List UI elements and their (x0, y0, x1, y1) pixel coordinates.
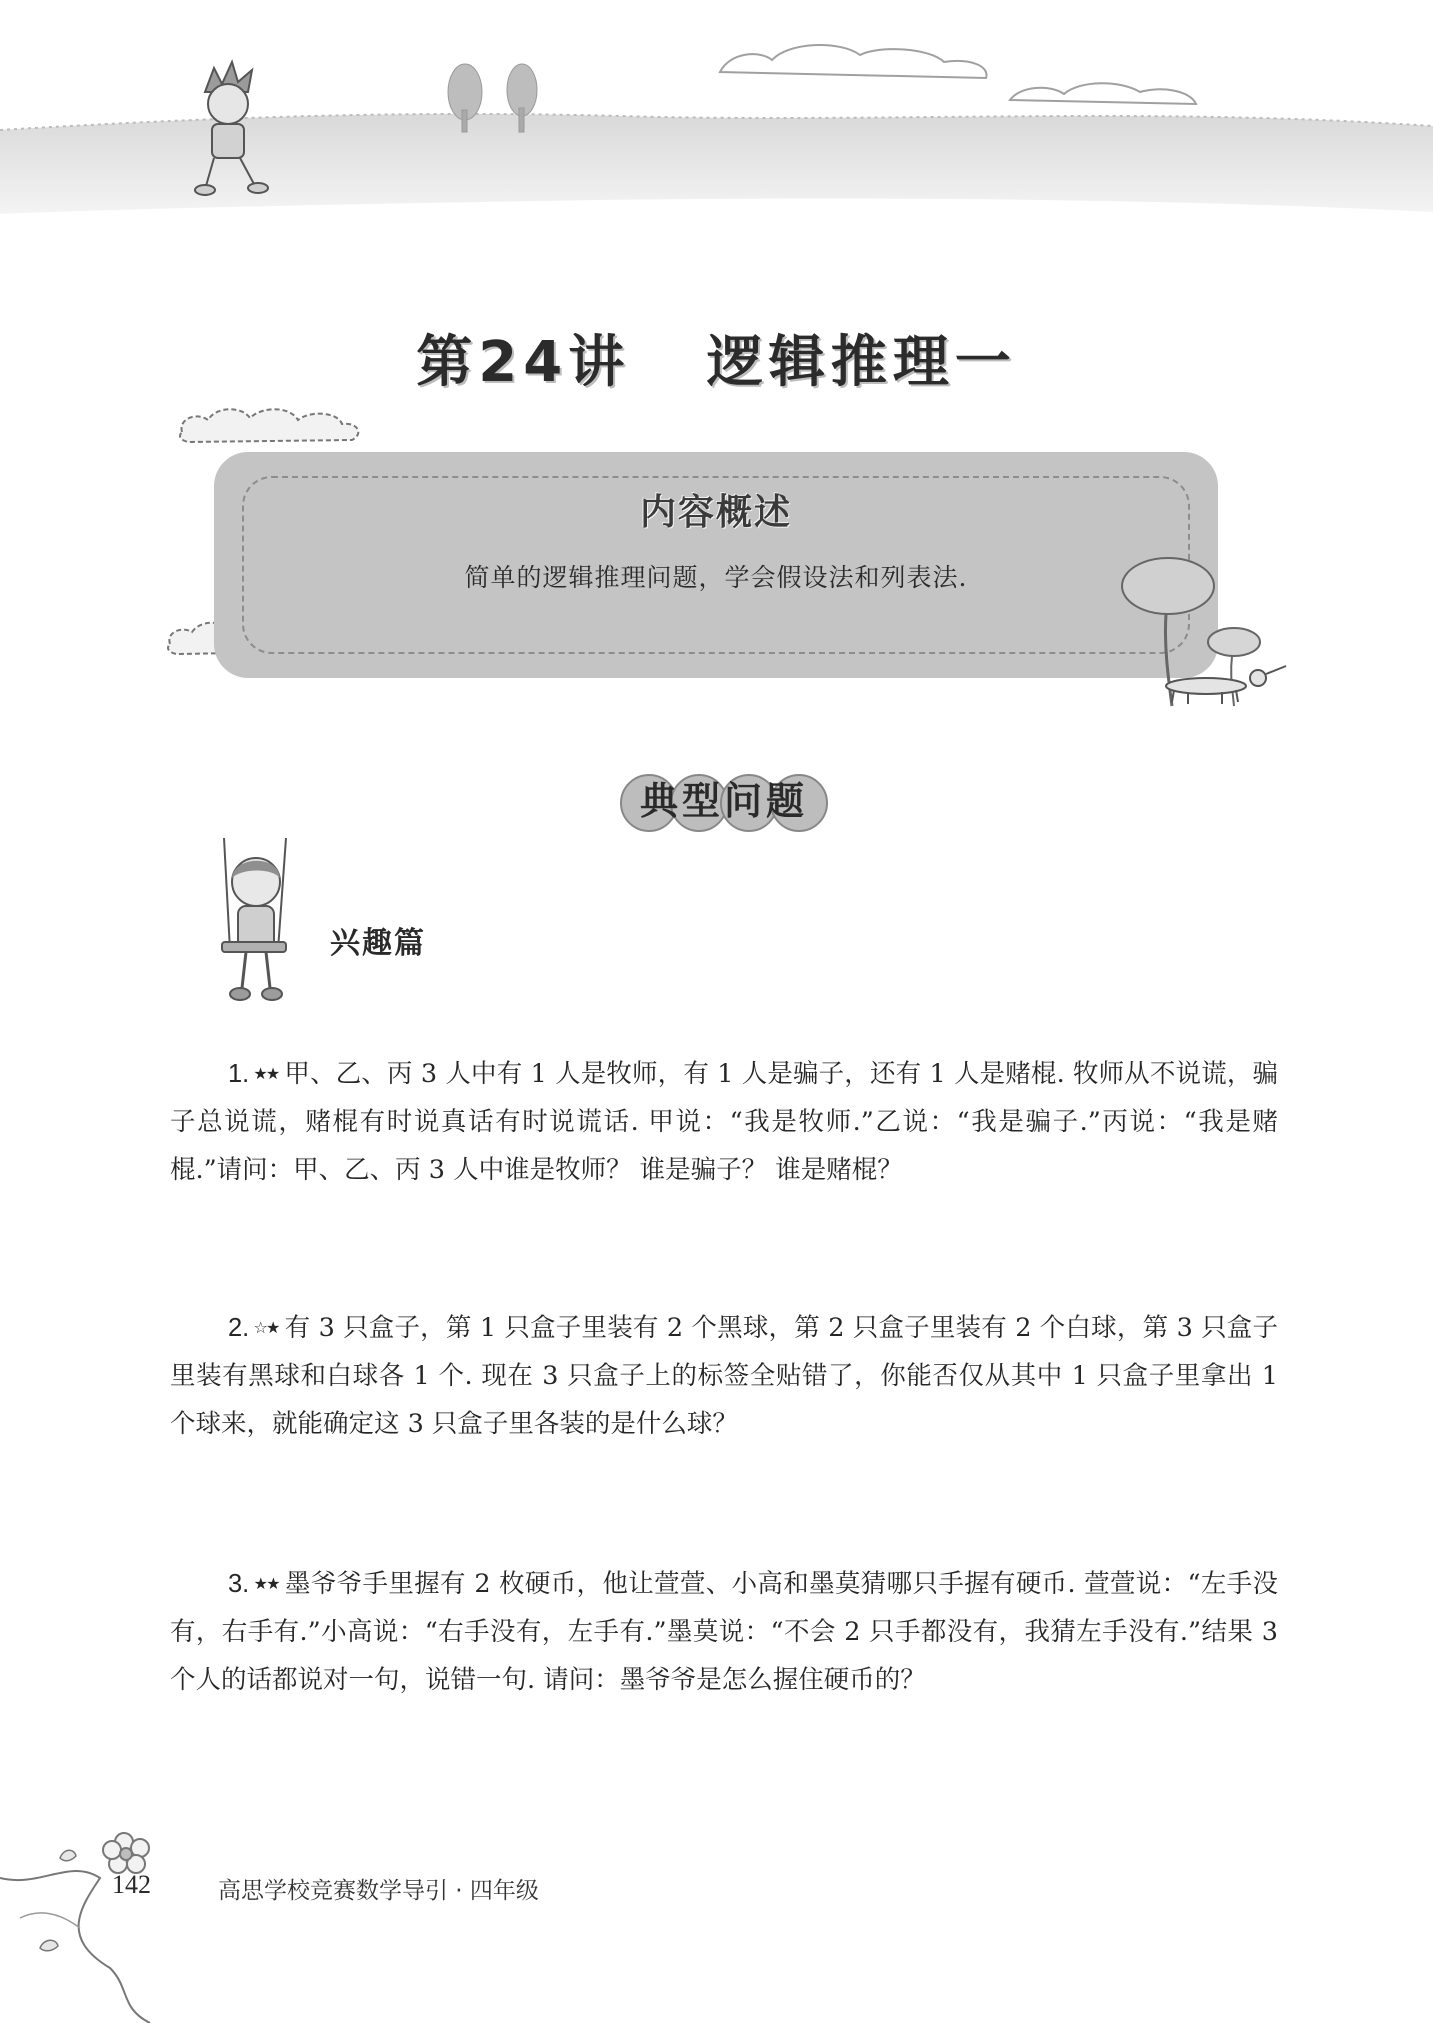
difficulty-stars-icon: ★★ (253, 1064, 279, 1083)
difficulty-stars-icon: ☆★ (253, 1318, 279, 1337)
cloud-decoration-icon (172, 398, 372, 448)
header-landscape-illustration (0, 0, 1433, 230)
problem-number: 2. (228, 1314, 250, 1342)
lecture-title (0, 318, 1433, 398)
problem-item (170, 1304, 1278, 1448)
summary-text: 简单的逻辑推理问题，学会假设法和列表法. (464, 563, 968, 592)
problem-text: 墨爷爷手里握有 2 枚硬币，他让萱萱、小高和墨莫猜哪只手握有硬币. 萱萱说：“左手没有，右手有.”小高说：“右手没有，左手有.”墨莫说：“不会 2 只手都没有，我猜左手没有.”结果 3 个人的话都说对一句，说错一句. 请问：墨爷爷是怎么握住硬币的？ (170, 1569, 1279, 1695)
problem-item (170, 1560, 1278, 1704)
problem-text: 甲、乙、丙 3 人中有 1 人是牧师，有 1 人是骗子，还有 1 人是赌棍. 牧师从不说谎，骗子总说谎，赌棍有时说真话有时说谎话. 甲说：“我是牧师.”乙说：“我是骗子.”丙说：“我是赌棍.”请问：甲、乙、丙 3 人中谁是牧师？ 谁是骗子？ 谁是赌棍？ (170, 1059, 1278, 1185)
section-heading: 典型问题 (639, 779, 808, 823)
footer-book-title: 高思学校竞赛数学导引 · 四年级 (218, 1878, 539, 1904)
lecture-number: 第24讲 (416, 330, 631, 395)
flower-vine-decoration (0, 1818, 200, 2023)
girl-on-swing-illustration (212, 838, 302, 1008)
problem-number: 1. (228, 1060, 250, 1088)
flower-icon (103, 1833, 149, 1873)
section-heading-banner (614, 770, 834, 840)
problem-item (170, 1050, 1278, 1194)
summary-heading: 内容概述 (639, 492, 792, 533)
tree-and-dog-illustration (1108, 556, 1298, 716)
problem-number: 3. (228, 1570, 250, 1598)
subsection-title: 兴趣篇 (330, 926, 426, 961)
difficulty-stars-icon: ★★ (253, 1574, 279, 1593)
problem-text: 有 3 只盒子，第 1 只盒子里装有 2 个黑球，第 2 只盒子里装有 2 个白球，第 3 只盒子里装有黑球和白球各 1 个. 现在 3 只盒子上的标签全贴错了，你能否仅从其中 1 只盒子里拿出 1 个球来，就能确定这 3 只盒子里各装的是什么球？ (170, 1313, 1278, 1439)
page-number: 142 (112, 1870, 151, 1899)
lecture-topic: 逻辑推理一 (706, 330, 1017, 395)
dog-icon (1166, 666, 1286, 704)
